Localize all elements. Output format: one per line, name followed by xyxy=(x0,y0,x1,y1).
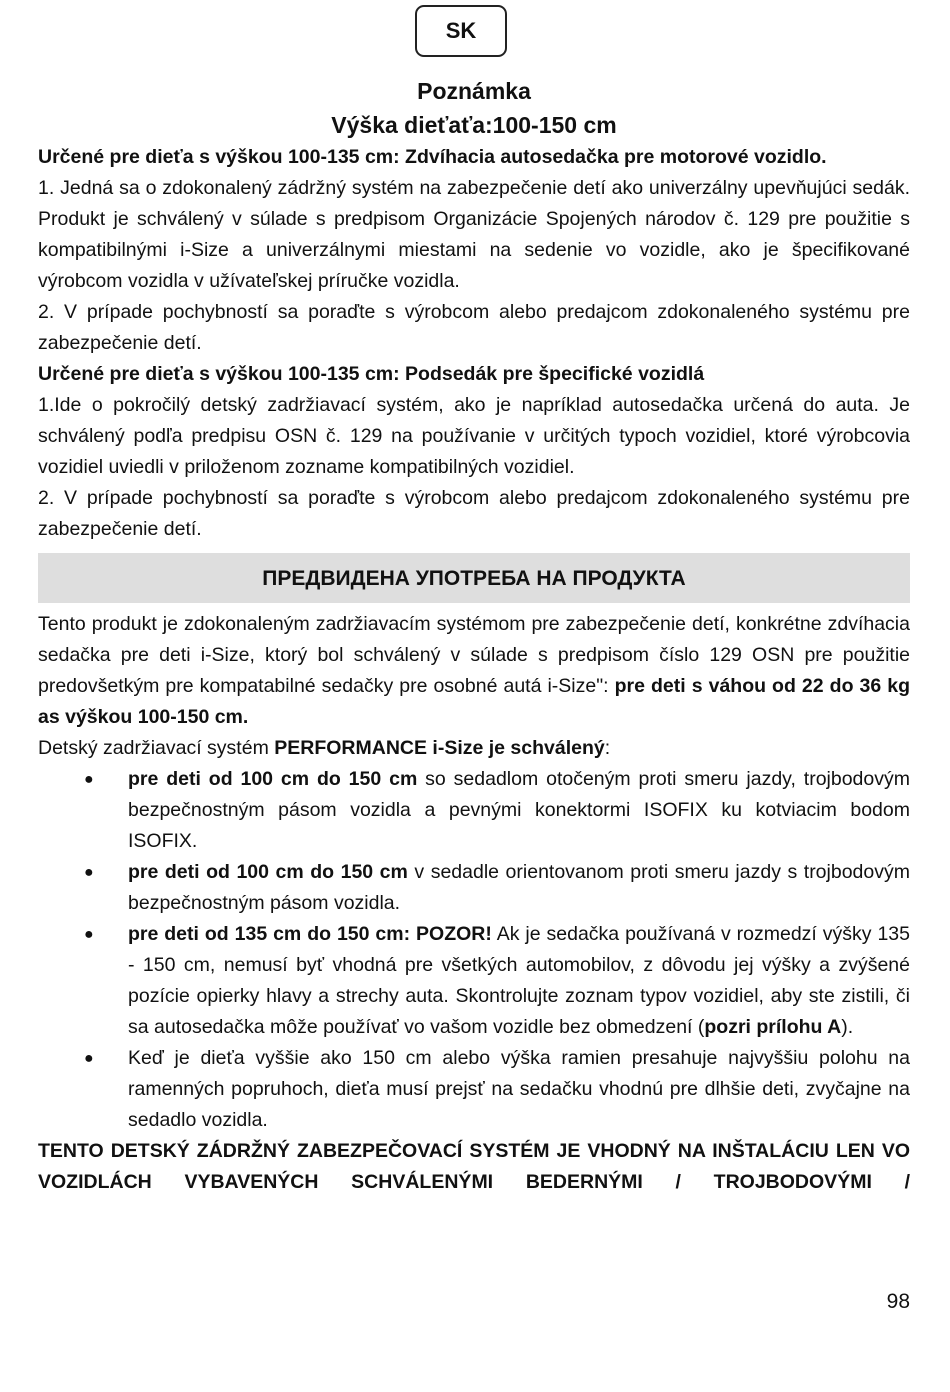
intended-use-heading-bar xyxy=(38,553,910,603)
approval-bold: PERFORMANCE i-Size je schválený xyxy=(274,737,605,759)
child-height-title: Výška dieťaťa:100-150 cm xyxy=(331,112,617,138)
list-item xyxy=(38,857,910,919)
bullet-text: v sedadle orientovanom proti smeru jazdy s trojbodovým bezpečnostným pásom vozidla. xyxy=(128,861,910,914)
list-item xyxy=(38,764,910,857)
list-item xyxy=(38,919,910,1043)
intended-use-heading: ПРЕДВИДЕНА УПОТРЕБА НА ПРОДУКТА xyxy=(262,566,686,590)
approval-bullet-list xyxy=(38,764,910,1136)
bullet-text-end: ). xyxy=(841,1016,854,1038)
page-content xyxy=(38,74,910,1198)
bullet-icon: ● xyxy=(84,864,94,881)
intro-bold-text: pre deti s váhou od 22 do 36 kg as výškou 100-150 cm. xyxy=(38,675,910,728)
note-title: Poznámka xyxy=(417,78,531,104)
bullet-bold-reference: pozri prílohu A xyxy=(704,1016,842,1038)
intended-use-intro xyxy=(38,609,910,733)
section1-paragraph1: 1. Jedná sa o zdokonalený zádržný systém na zabezpečenie detí ako univerzálny upevňujúci sedák. Produkt je schválený v súlade s predpisom Organizácie Spojených národov č. 129 pre použitie s kompatibilnými i-Size a univerzálnymi miestami na sedenie vo vozidle, ako je špecifikované výrobcom vozidla v užívateľskej príručke vozidla. xyxy=(38,177,910,292)
approval-suffix: : xyxy=(604,737,611,759)
approval-line xyxy=(38,733,910,764)
bullet-text: Ak je sedačka používaná v rozmedzí výšky 135 - 150 cm, nemusí byť vhodná pre všetkých automobilov, z dôvodu jej výšky a zvýšené pozície opierky hlavy a strechy auta. Skontrolujte zoznam typov vozidiel, aby ste zistili, či sa autosedačka môže používať vo vašom vozidle bez obmedzení ( xyxy=(128,923,910,1038)
approval-prefix: Detský zadržiavací systém xyxy=(38,737,275,759)
section1-heading: Určené pre dieťa s výškou 100-135 cm: Zdvíhacia autosedačka pre motorové vozidlo. xyxy=(38,146,827,168)
language-badge: SK xyxy=(415,5,507,57)
list-item xyxy=(38,1043,910,1136)
page-number: 98 xyxy=(886,1290,910,1313)
bullet-icon: ● xyxy=(84,771,94,788)
bullet-bold-text: pre deti od 100 cm do 150 cm xyxy=(128,861,408,883)
installation-warning: TENTO DETSKÝ ZÁDRŽNÝ ZABEZPEČOVACÍ SYSTÉM JE VHODNÝ NA INŠTALÁCIU LEN VO VOZIDLÁCH VYBAVENÝCH SCHVÁLENÝMI BEDERNÝMI / TROJBODOVÝMI / xyxy=(38,1140,910,1193)
section2-heading: Určené pre dieťa s výškou 100-135 cm: Podsedák pre špecifické vozidlá xyxy=(38,363,705,385)
section2-paragraph2: 2. V prípade pochybností sa poraďte s výrobcom alebo predajcom zdokonaleného systému pre zabezpečenie detí. xyxy=(38,487,910,540)
bullet-text: so sedadlom otočeným proti smeru jazdy, trojbodovým bezpečnostným pásom vozidla a pevnými konektormi ISOFIX ku kotviacim bodom ISOFIX. xyxy=(128,768,910,852)
bullet-bold-text: pre deti od 100 cm do 150 cm xyxy=(128,768,418,790)
bullet-bold-text: pre deti od 135 cm do 150 cm: POZOR! xyxy=(128,923,492,945)
bullet-icon: ● xyxy=(84,926,94,943)
intro-text: Tento produkt je zdokonaleným zadržiavacím systémom pre zabezpečenie detí, konkrétne zdvíhacia sedačka pre deti i-Size, ktorý bol schválený v súlade s predpisom číslo 129 OSN pre použitie predovšetkým pre kompatabilné sedačky pre osobné autá i-Size": xyxy=(38,613,910,697)
bullet-text: Keď je dieťa vyššie ako 150 cm alebo výška ramien presahuje najvyššiu polohu na ramenných popruhoch, dieťa musí prejsť na sedačku vhodnú pre dlhšie deti, zvyčajne na sedadlo vozidla. xyxy=(128,1047,910,1131)
bullet-icon: ● xyxy=(84,1050,94,1067)
section2-paragraph1: 1.Ide o pokročilý detský zadržiavací systém, ako je napríklad autosedačka určená do auta. Je schválený podľa predpisu OSN č. 129 na používanie v určitých typoch vozidiel, ktoré výrobcovia vozidiel uviedli v priloženom zozname kompatibilných vozidiel. xyxy=(38,394,910,478)
section1-paragraph2: 2. V prípade pochybností sa poraďte s výrobcom alebo predajcom zdokonaleného systému pre zabezpečenie detí. xyxy=(38,301,910,354)
